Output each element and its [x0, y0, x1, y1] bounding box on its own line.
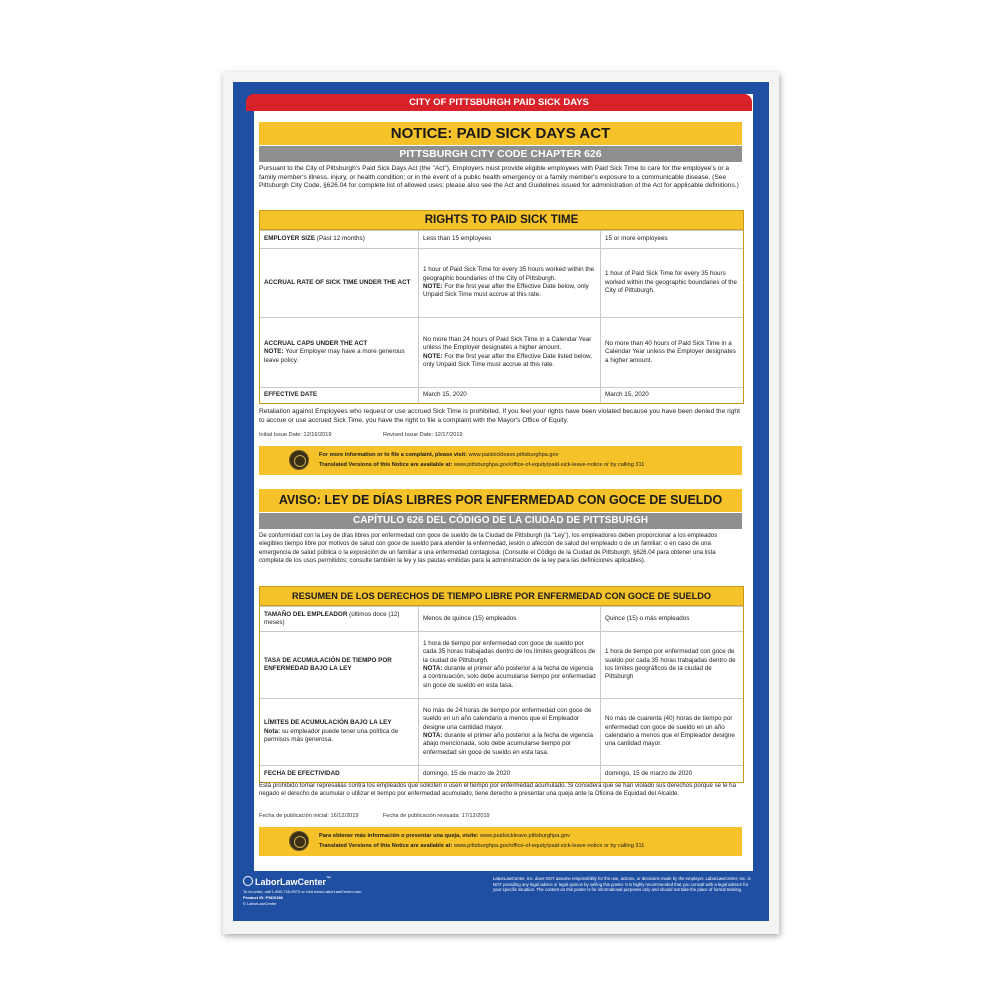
note-text: durante el primer año posterior a la fecha de vigencia abajo mencionada, solo debe acumularse tiempo por enfermedad sin goce de sueldo en esta tasa. [423, 732, 593, 756]
es-revised-date: Fecha de publicación revisada: 17/12/2019 [383, 813, 490, 819]
note-label: Nota: [264, 727, 281, 735]
employer-size-label: TAMAÑO DEL EMPLEADOR [264, 610, 348, 618]
accrual-small-text: 1 hour of Paid Sick Time for every 35 hours worked within the geographic boundaries of the City of Pittsburgh. [423, 266, 595, 282]
table-row [260, 698, 743, 765]
large-employer-cell: 15 or more employees [605, 235, 668, 243]
note-text: For the first year after the Effective Date below, only Unpaid Sick Time must accrue at this rate. [423, 283, 589, 299]
table-row [260, 765, 743, 782]
info-line [319, 832, 570, 840]
brand-badge-icon [243, 876, 253, 886]
en-intro: Pursuant to the City of Pittsburgh's Paid Sick Days Act (the "Act"), Employers must provide eligible employees with Paid Sick Time to care for the employee's or a family member's illness, injury, or health condition; or in the event of a public health emergency or a family member's exposure to a communicable disease. (See Pittsburgh City Code, §626.04 for complete list of allowed uses; please also see the Act and Guidelines issued for administration of the Act for applicable definitions.) [259, 165, 739, 190]
info-line [319, 451, 558, 459]
table-row [260, 387, 743, 403]
table-row [260, 606, 743, 631]
city-banner: CITY OF PITTSBURGH PAID SICK DAYS [246, 94, 752, 111]
accrual-caps-label: LÍMITES DE ACUMULACIÓN BAJO LA LEY [264, 719, 392, 727]
accrual-caps-label: ACCRUAL CAPS UNDER THE ACT [264, 339, 368, 347]
table-row [260, 248, 743, 317]
caps-small-text: No más de 24 horas de tiempo por enfermedad con goce de sueldo en un año calendario a menos que el Empleador designe una cantidad mayor. [423, 706, 592, 731]
brand-logo [243, 876, 331, 887]
employer-size-suffix: (Past 12 months) [315, 235, 365, 243]
note-text: Your Employer may have a more generous leave policy. [264, 348, 405, 364]
city-seal-icon [289, 831, 309, 851]
large-employer-cell: No more than 40 hours of Paid Sick Time in a Calendar Year unless the Employer designates a higher amount. [605, 339, 736, 364]
es-initial-date: Fecha de publicación inicial: 16/12/2019 [259, 813, 359, 819]
large-employer-cell: domingo, 15 de marzo de 2020 [605, 769, 693, 777]
small-employer-cell: Less than 15 employees [419, 231, 601, 248]
small-employer-cell: March 15, 2020 [419, 388, 601, 403]
row-label [260, 699, 419, 765]
large-employer-cell: No más de cuarenta (40) horas de tiempo por enfermedad con goce de sueldo en un año calendario a menos que el Empleador designe una cantidad mayor. [605, 715, 735, 748]
note-text: su empleador puede tener una política de permisos más generosa. [264, 727, 399, 744]
brand-mark: ™ [326, 876, 332, 882]
row-label [260, 607, 419, 631]
en-subtitle: PITTSBURGH CITY CODE CHAPTER 626 [259, 146, 742, 162]
effective-date-label: EFFECTIVE DATE [260, 388, 419, 403]
small-employer-cell [419, 699, 601, 765]
large-employer-cell: March 15, 2020 [605, 391, 649, 399]
small-employer-cell [419, 318, 601, 387]
legal-disclaimer: LaborLawCenter, Inc. does NOT assume responsibility for the use, actions, or decisions made by the employer. LaborLawCenter, Inc. is NOT providing any legal advice or legal opinion by selling this poster. It is highly recommended that you consult with a legal advisor for your specific situation. The content on this poster is for informational purposes only and should not take the place of formal training. [493, 876, 751, 893]
large-employer-cell: 1 hora de tiempo por enfermedad con goce de sueldo por cada 35 horas trabajadas dentro de los límites geográficos de la ciudad de Pittsburgh [605, 648, 736, 681]
en-title: NOTICE: PAID SICK DAYS ACT [259, 122, 742, 145]
table-row [260, 317, 743, 387]
copyright: © LaborLawCenter [243, 901, 277, 906]
product-id: Product ID: PSD0186 [243, 895, 283, 900]
table-row [260, 631, 743, 698]
translated-line [319, 842, 644, 850]
row-label [260, 231, 419, 248]
info-label: Para obtener más información o presentar una queja, visite: [319, 833, 479, 839]
info-link[interactable]: www.paidsickleave.pittsburghpa.gov [478, 833, 570, 839]
es-table-title: RESUMEN DE LOS DERECHOS DE TIEMPO LIBRE POR ENFERMEDAD CON GOCE DE SUELDO [260, 587, 743, 606]
brand-name: LaborLawCenter [255, 877, 327, 887]
small-employer-cell: Menos de quince (15) empleados [419, 607, 601, 631]
employer-size-suffix: (últimos doce (12) meses) [264, 610, 400, 626]
es-subtitle: CAPÍTULO 626 DEL CÓDIGO DE LA CIUDAD DE PITTSBURGH [259, 513, 742, 529]
en-rights-table [259, 210, 744, 404]
es-title: AVISO: LEY DE DÍAS LIBRES POR ENFERMEDAD CON GOCE DE SUELDO [259, 489, 742, 512]
note-label: NOTA: [423, 665, 443, 672]
reorder-line: To re-order, call 1-800-745-9970 or visit www.LaborLawCenter.com [243, 889, 362, 894]
translated-label: Translated Versions of this Notice are available at: [319, 462, 453, 468]
es-rights-table [259, 586, 744, 783]
city-seal-icon [289, 450, 309, 470]
large-employer-cell: Quince (15) o más empleados [605, 614, 690, 622]
note-label: NOTE: [264, 348, 284, 356]
large-employer-cell: 1 hour of Paid Sick Time for every 35 hours worked within the geographic boundaries of the City of Pittsburgh. [605, 270, 737, 295]
small-employer-cell [419, 632, 601, 698]
translated-link[interactable]: www.pittsburghpa.gov/office-of-equity/paid-sick-leave-notice or by calling 311 [452, 462, 645, 468]
accrual-rate-label: TASA DE ACUMULACIÓN DE TIEMPO POR ENFERMEDAD BAJO LA LEY [260, 632, 419, 698]
en-info-box [259, 446, 742, 475]
en-initial-date: Initial Issue Date: 12/16/2019 [259, 432, 332, 438]
es-info-box [259, 827, 742, 856]
note-label: NOTA: [423, 732, 443, 739]
translated-label: Translated Versions of this Notice are available at: [319, 843, 453, 849]
small-employer-cell [419, 249, 601, 317]
en-table-title: RIGHTS TO PAID SICK TIME [260, 211, 743, 230]
accrual-rate-label: ACCRUAL RATE OF SICK TIME UNDER THE ACT [260, 249, 419, 317]
small-employer-cell: domingo, 15 de marzo de 2020 [419, 766, 601, 782]
effective-date-label: FECHA DE EFECTIVIDAD [260, 766, 419, 782]
translated-line [319, 461, 644, 469]
info-link[interactable]: www.paidsickleave.pittsburghpa.gov [466, 452, 559, 458]
es-retaliation: Está prohibido tomar represalias contra los empleados que soliciten o usen el tiempo por enfermedad acumulado. Si considera que se han violado sus derechos porque se le ha negado el derecho de acumular o utilizar el tiempo por enfermedad acumulado, tiene derecho a presentar una queja ante la Oficina de Equidad del Alcalde. [259, 782, 736, 798]
accrual-small-text: 1 hora de tiempo por enfermedad con goce de sueldo por cada 35 horas trabajadas dentro de los límites geográficos de la ciudad de Pittsburgh. [423, 639, 596, 664]
row-label [260, 318, 419, 387]
caps-small-text: No more than 24 hours of Paid Sick Time in a Calendar Year unless the Employer designates a higher amount. [423, 335, 592, 352]
note-text: durante el primer año posterior a la fecha de vigencia a continuación, solo debe acumularse tiempo por enfermedad sin goce de sueldo en esta tasa. [423, 665, 596, 689]
table-row [260, 230, 743, 248]
translated-link[interactable]: www.pittsburghpa.gov/office-of-equity/paid-sick-leave-notice or by calling 311 [452, 843, 645, 849]
note-label: NOTE: [423, 283, 443, 290]
employer-size-label: EMPLOYER SIZE [264, 235, 316, 243]
note-label: NOTE: [423, 352, 443, 360]
note-text: For the first year after the Effective Date listed below, only Unpaid Sick Time must accrue at this rate. [423, 352, 592, 368]
info-label: For more information or to file a complaint, please visit: [319, 452, 467, 458]
en-retaliation: Retaliation against Employees who request or use accrued Sick Time is prohibited. If you feel your rights have been violated because you have been denied the right to accrue or use accrued Sick Time, you have the right to file a complaint with the Mayor's Office of Equity. [259, 408, 740, 424]
es-intro: De conformidad con la Ley de días libres por enfermedad con goce de sueldo de la Ciudad de Pittsburgh (la "Ley"), los empleadores deben proporcionar a los empleados elegibles tiempo libre por motivos de salud con goce de sueldo para atender la enfermedad, lesión o afección de salud del empleado o de un familiar; o en caso de una emergencia de salud pública o la exposición de un familiar a una enfermedad contagiosa. (Consulte el Código de la Ciudad de Pittsburgh, §626.04 para obtener una lista completa de los usos permitidos; consulte también la ley y las pautas emitidas para la administración de la ley para las definiciones aplicables). [259, 532, 718, 565]
en-revised-date: Revised Issue Date: 12/17/2019 [383, 432, 463, 438]
